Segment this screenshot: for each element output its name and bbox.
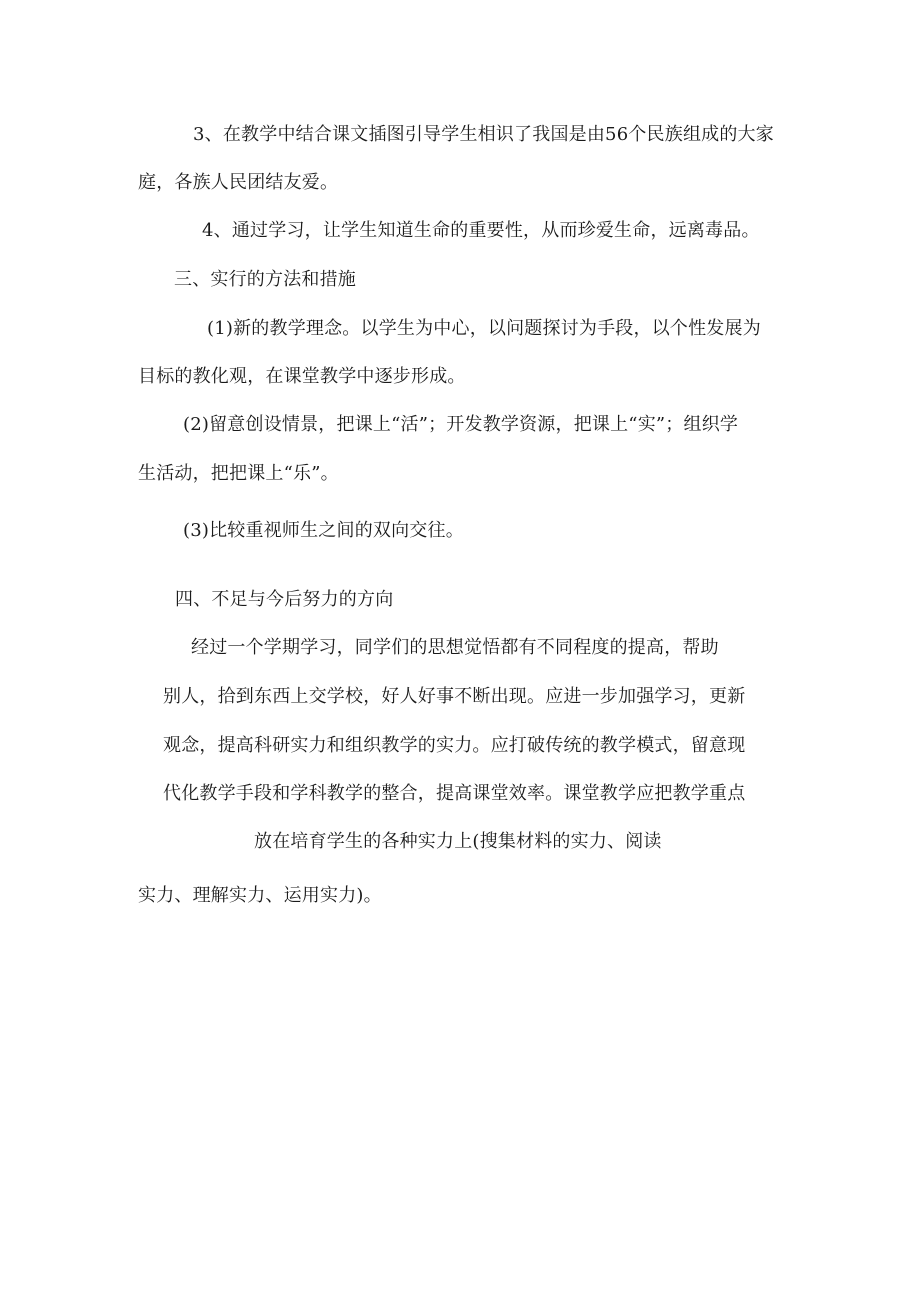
section-3-heading: 三、实行的方法和措施 — [174, 269, 356, 290]
section-4-paragraph-line-1: 经过一个学期学习，同学们的思想觉悟都有不同程度的提高，帮助 — [191, 637, 719, 658]
method-2-line-2: 生活动，把把课上“乐”。 — [138, 463, 339, 484]
item-4: 4、通过学习，让学生知道生命的重要性，从而珍爱生命，远离毒品。 — [202, 220, 760, 241]
method-2-line-1: (2)留意创设情景，把课上“活”；开发教学资源，把课上“实”；组织学 — [183, 414, 739, 435]
section-4-paragraph-line-4: 代化教学手段和学科教学的整合，提高课堂效率。课堂教学应把教学重点 — [163, 783, 746, 804]
section-4-paragraph-line-6: 实力、理解实力、运用实力)。 — [138, 885, 382, 906]
item-3-line-1: 3、在教学中结合课文插图引导学生相识了我国是由56个民族组成的大家 — [193, 124, 774, 145]
item-3-line-2: 庭，各族人民团结友爱。 — [138, 172, 339, 193]
section-4-paragraph-line-2: 别人，拾到东西上交学校，好人好事不断出现。应进一步加强学习，更新 — [163, 686, 746, 707]
section-4-paragraph-line-5: 放在培育学生的各种实力上(搜集材料的实力、阅读 — [254, 831, 662, 852]
section-4-heading: 四、不足与今后努力的方向 — [175, 589, 394, 610]
method-1-line-1: (1)新的教学理念。以学生为中心，以问题探讨为手段，以个性发展为 — [207, 318, 761, 339]
method-3: (3)比较重视师生之间的双向交往。 — [183, 520, 464, 541]
section-4-paragraph-line-3: 观念，提高科研实力和组织教学的实力。应打破传统的教学模式，留意现 — [163, 735, 746, 756]
method-1-line-2: 目标的教化观，在课堂教学中逐步形成。 — [138, 366, 466, 387]
